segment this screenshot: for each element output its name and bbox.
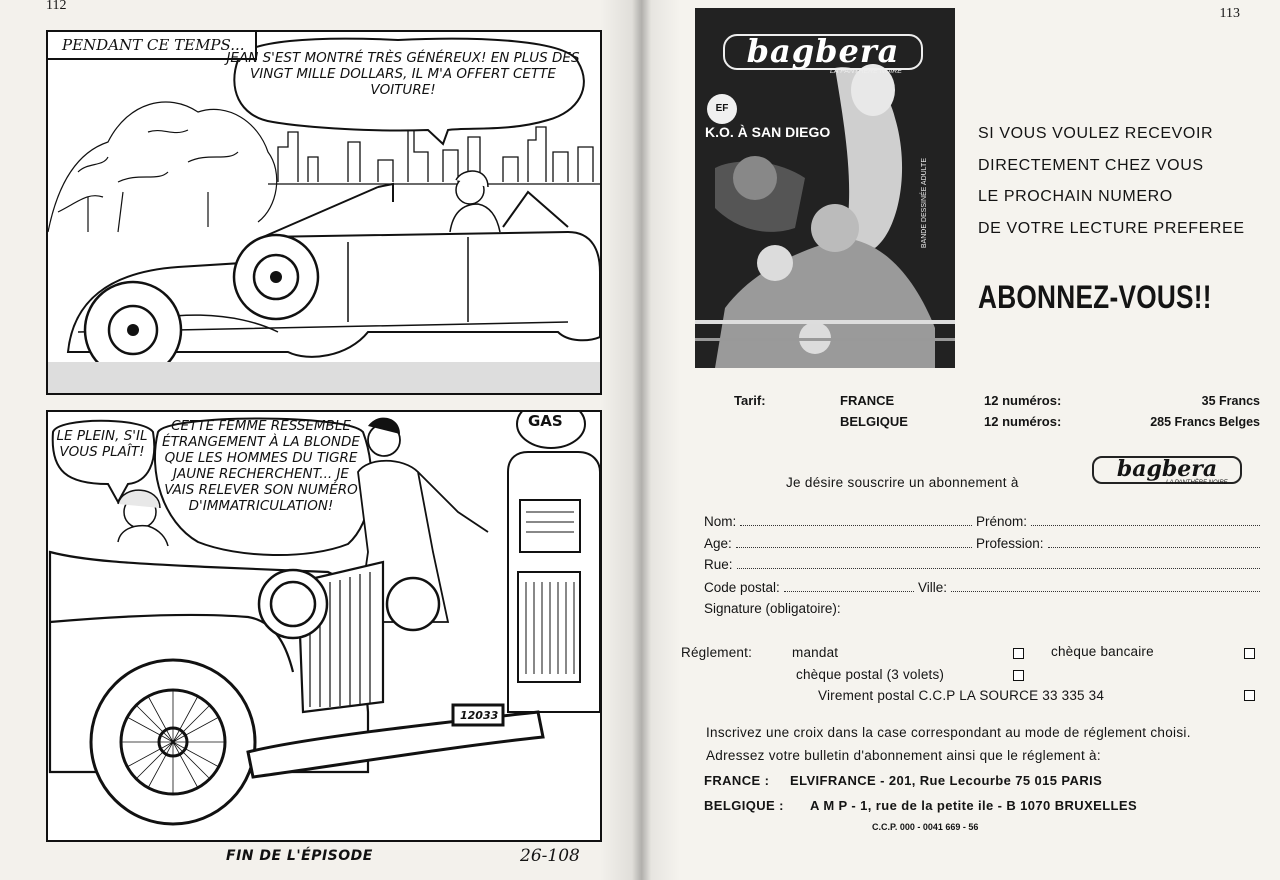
profession-label: Profession: [976, 536, 1044, 551]
payment-virement: Virement postal C.C.P LA SOURCE 33 335 34 [818, 688, 1105, 703]
signature-field[interactable] [704, 601, 904, 616]
tarif-price: 35 Francs [1201, 394, 1260, 408]
small-brand-logo: bagbera [1092, 456, 1242, 484]
gas-sign: GAS [528, 412, 563, 430]
payment-cheque-bancaire: chèque bancaire [1051, 644, 1154, 659]
ccp-number: C.C.P. 000 - 0041 669 - 56 [872, 822, 979, 832]
pitch-line: LE PROCHAIN NUMERO [978, 188, 1173, 205]
panel-2-right-balloon: CETTE FEMME RESSEMBLE ÉTRANGEMENT À LA BLONDE QUE LES HOMMES DU TIGRE JAUNE RECHERCHENT... JE VAIS RELEVER SON NUMÉRO D'IMMATRICULATION! [162, 418, 360, 514]
cover-brand-logo: bagbera [723, 34, 923, 70]
instruction-line: Adressez votre bulletin d'abonnement ainsi que le réglement à: [706, 748, 1101, 763]
rue-label: Rue: [704, 557, 733, 572]
magazine-cover [695, 8, 955, 368]
comic-panel-1 [46, 30, 602, 395]
pitch-line: SI VOUS VOULEZ RECEVOIR [978, 125, 1214, 142]
prenom-field[interactable] [976, 514, 1260, 529]
payment-cheque-postal: chèque postal (3 volets) [796, 667, 945, 682]
cover-title: K.O. À SAN DIEGO [705, 124, 831, 140]
nom-field[interactable] [704, 514, 972, 529]
panel-1-caption: PENDANT CE TEMPS... [48, 32, 257, 60]
code-postal-field[interactable] [704, 580, 914, 595]
panel-2-left-balloon: LE PLEIN, S'IL VOUS PLAÎT! [56, 428, 148, 460]
cheque-postal-checkbox[interactable] [1013, 670, 1024, 681]
address-belgique: A M P - 1, rue de la petite ile - B 1070 BRUXELLES [810, 798, 1138, 813]
tarif-price: 285 Francs Belges [1150, 415, 1260, 429]
page-number-right: 113 [1219, 6, 1240, 21]
tarif-issues: 12 numéros: [984, 414, 1062, 429]
right-page [640, 0, 1280, 880]
cover-tagline: LA PANTHÈRE NOIRE [830, 68, 902, 75]
pitch-line: DE VOTRE LECTURE PREFEREE [978, 219, 1245, 237]
address-belgique-label: BELGIQUE : [704, 798, 784, 813]
prenom-label: Prénom: [976, 514, 1028, 529]
subscribe-text: Je désire souscrire un abonnement à [786, 475, 1019, 490]
comic-panel-2 [46, 410, 602, 842]
age-label: Age: [704, 536, 732, 551]
rue-field[interactable] [704, 557, 1260, 572]
ville-field[interactable] [918, 580, 1260, 595]
book-gutter [600, 0, 680, 880]
payment-label: Réglement: [681, 645, 753, 660]
signature-label: Signature (obligatoire): [704, 601, 841, 616]
mandat-checkbox[interactable] [1013, 648, 1024, 659]
code-postal-label: Code postal: [704, 580, 780, 595]
instruction-line: Inscrivez une croix dans la case correspondant au mode de réglement choisi. [706, 725, 1191, 740]
cover-badge: EF [707, 94, 737, 124]
tarif-label: Tarif: [734, 393, 766, 408]
cheque-bancaire-checkbox[interactable] [1244, 648, 1255, 659]
panel-1-speech-balloon: JEAN S'EST MONTRÉ TRÈS GÉNÉREUX! EN PLUS DES VINGT MILLE DOLLARS, IL M'A OFFERT CETTE VOITURE! [226, 50, 580, 98]
tarif-issues: 12 numéros: [984, 393, 1062, 408]
nom-label: Nom: [704, 514, 737, 529]
page-number-left: 112 [46, 0, 67, 13]
tarif-country: BELGIQUE [840, 414, 908, 429]
small-brand-tagline: LA PANTHÈRE NOIRE [1166, 480, 1228, 486]
headline: ABONNEZ-VOUS!! [978, 279, 1212, 315]
payment-mandat: mandat [792, 645, 839, 660]
tarif-country: FRANCE [840, 393, 895, 408]
address-france-label: FRANCE : [704, 773, 770, 788]
profession-field[interactable] [976, 536, 1260, 551]
ville-label: Ville: [918, 580, 948, 595]
end-of-episode-label: FIN DE L'ÉPISODE [226, 848, 373, 864]
episode-code: 26-108 [520, 846, 580, 866]
cover-side-text: BANDE DESSINÉE ADULTE [921, 158, 928, 249]
license-plate: 12033 [460, 709, 499, 722]
pitch-line: DIRECTEMENT CHEZ VOUS [978, 156, 1204, 174]
virement-checkbox[interactable] [1244, 690, 1255, 701]
pitch-text [978, 118, 1245, 244]
address-france: ELVIFRANCE - 201, Rue Lecourbe 75 015 PARIS [790, 773, 1103, 788]
age-field[interactable] [704, 536, 972, 551]
